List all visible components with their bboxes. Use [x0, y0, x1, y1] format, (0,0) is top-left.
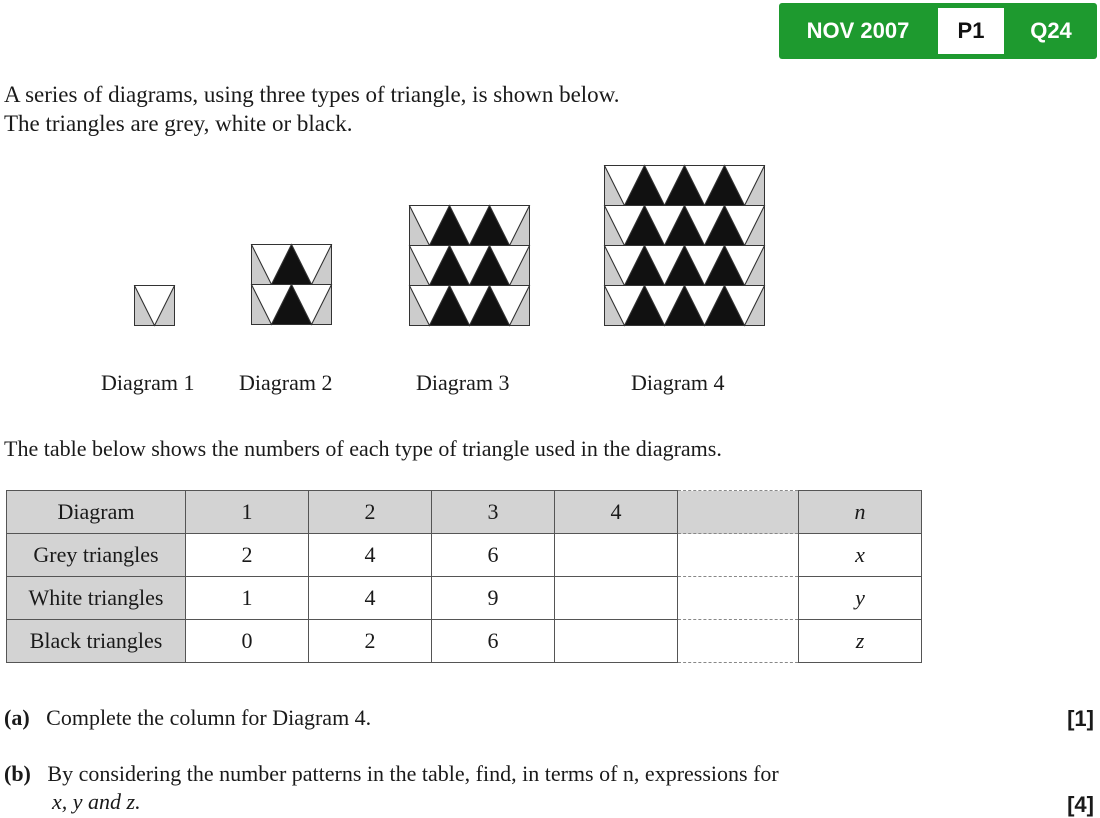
question-a-marks: [1] — [1067, 706, 1094, 731]
cell: 2 — [309, 620, 432, 663]
question-b-marks: [4] — [1067, 792, 1094, 817]
question-b-text-2: x, y and z. — [52, 789, 141, 814]
question-a-text: Complete the column for Diagram 4. — [46, 705, 372, 730]
diagram-3-label: Diagram 3 — [416, 370, 510, 395]
cell: 4 — [309, 577, 432, 620]
table-row — [7, 577, 922, 620]
badge-paper: P1 — [938, 8, 1004, 54]
header-3: 3 — [432, 491, 555, 534]
var-y: y — [799, 577, 922, 620]
cell: 2 — [186, 534, 309, 577]
header-2: 2 — [309, 491, 432, 534]
row-label-black: Black triangles — [7, 620, 186, 663]
question-b-label: (b) — [4, 761, 31, 786]
question-b-text-1: By considering the number patterns in the table, find, in terms of n, expressions for — [47, 761, 779, 786]
header-n: n — [799, 491, 922, 534]
table-row — [7, 534, 922, 577]
cell: 4 — [309, 534, 432, 577]
question-a — [4, 704, 371, 732]
question-a-label: (a) — [4, 705, 30, 730]
diagram-3 — [409, 205, 529, 326]
row-label-white: White triangles — [7, 577, 186, 620]
header-1: 1 — [186, 491, 309, 534]
diagram-4-label: Diagram 4 — [631, 370, 725, 395]
cell: 1 — [186, 577, 309, 620]
cell: 6 — [432, 620, 555, 663]
gap-cell — [678, 620, 799, 663]
gap-cell — [678, 534, 799, 577]
cell: 0 — [186, 620, 309, 663]
var-x: x — [799, 534, 922, 577]
cell: 9 — [432, 577, 555, 620]
answer-cell-black-4[interactable] — [555, 620, 678, 663]
diagram-1-label: Diagram 1 — [101, 370, 195, 395]
badge-date: NOV 2007 — [806, 18, 910, 43]
answer-cell-grey-4[interactable] — [555, 534, 678, 577]
header-4: 4 — [555, 491, 678, 534]
diagram-2-label: Diagram 2 — [239, 370, 333, 395]
gap-cell — [678, 577, 799, 620]
intro-line-1: A series of diagrams, using three types of triangle, is shown below. — [4, 82, 620, 107]
table-header-row — [7, 491, 922, 534]
header-diagram: Diagram — [7, 491, 186, 534]
row-label-grey: Grey triangles — [7, 534, 186, 577]
answer-cell-white-4[interactable] — [555, 577, 678, 620]
diagram-2 — [251, 244, 331, 325]
var-z: z — [799, 620, 922, 663]
question-badge — [779, 3, 1097, 59]
intro-line-2: The triangles are grey, white or black. — [4, 111, 353, 136]
diagram-4 — [604, 165, 764, 326]
diagram-1 — [134, 285, 174, 325]
table-intro: The table below shows the numbers of each type of triangle used in the diagrams. — [4, 436, 722, 461]
question-b — [4, 760, 779, 816]
badge-question: Q24 — [1030, 18, 1072, 43]
triangle-count-table — [6, 490, 922, 663]
cell: 6 — [432, 534, 555, 577]
table-row — [7, 620, 922, 663]
header-gap — [678, 491, 799, 534]
intro-text — [4, 80, 620, 138]
